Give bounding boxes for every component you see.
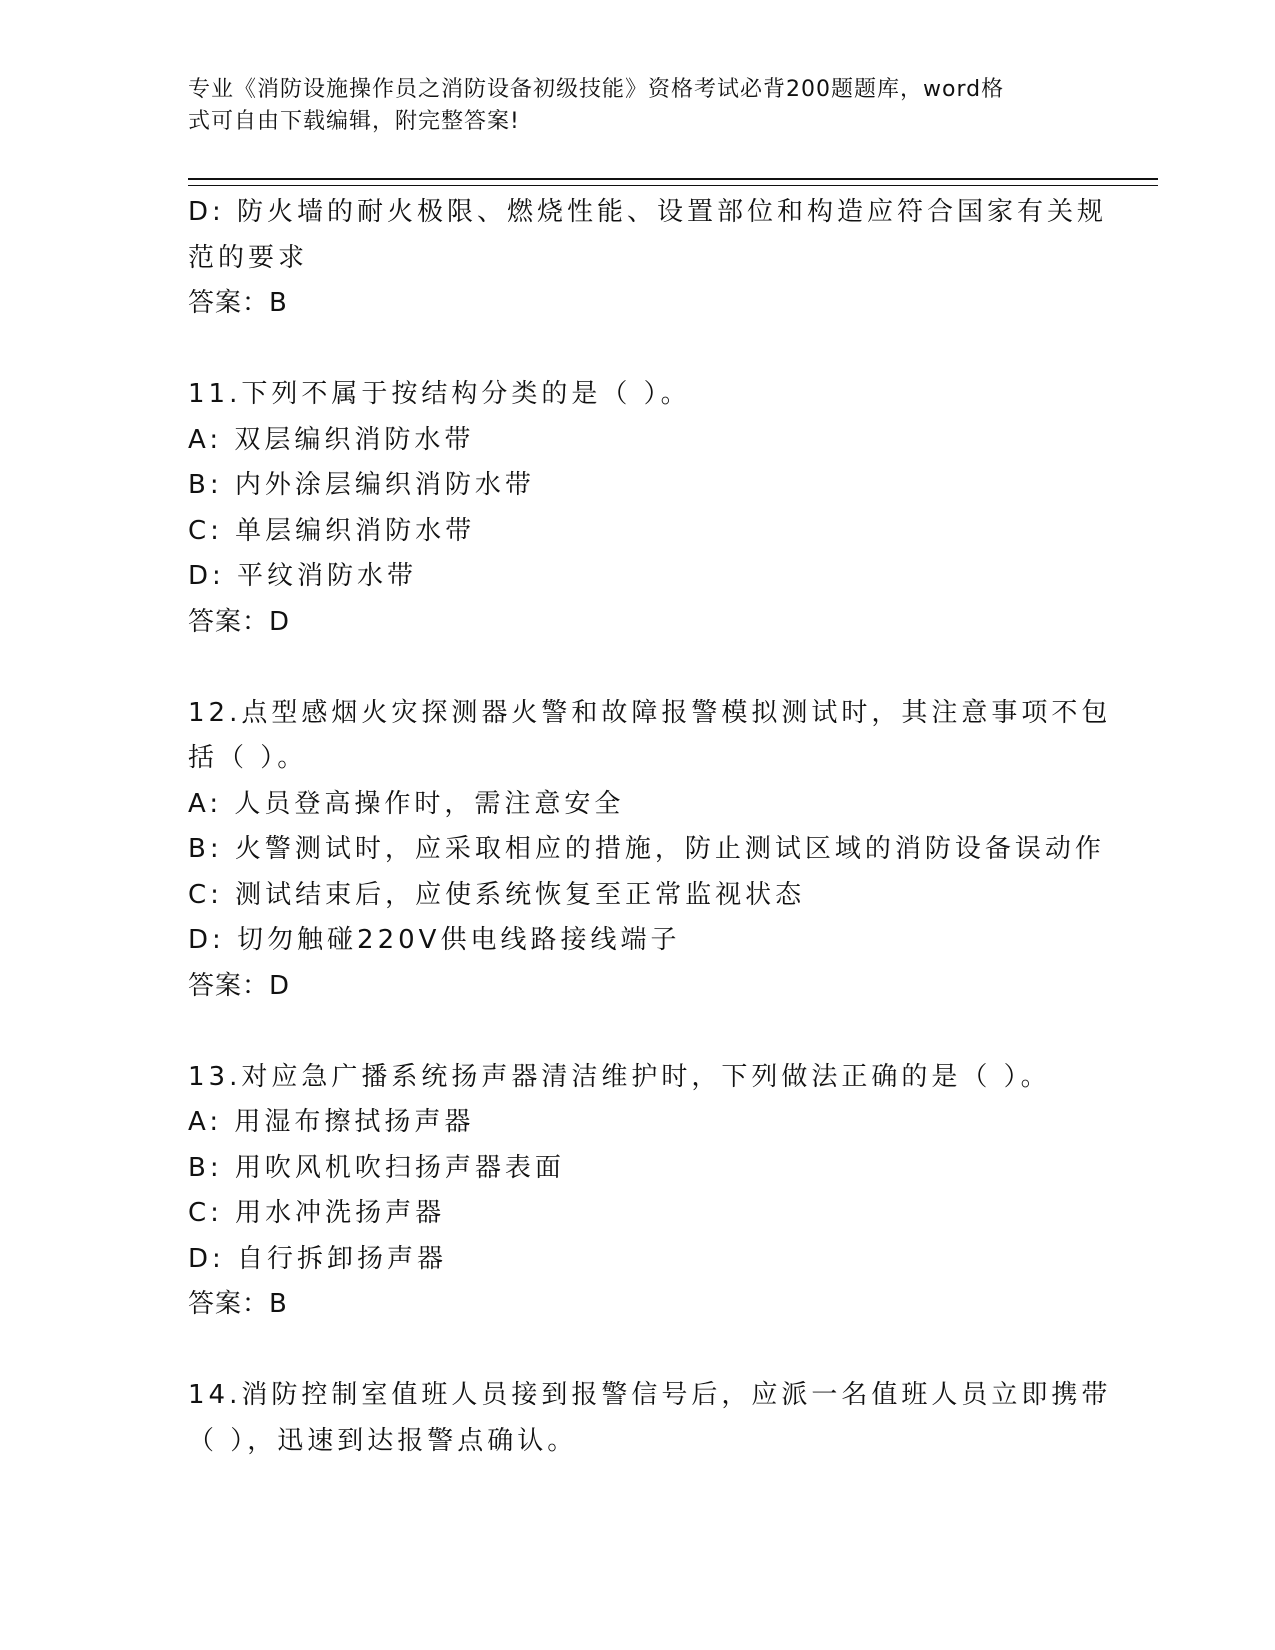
header-title-line-1: 专业《消防设施操作员之消防设备初级技能》资格考试必背200题题库，word格 [188, 77, 1005, 102]
document-header [188, 74, 1088, 138]
answer-line: 答案：B [188, 1289, 288, 1319]
header-title-line-2: 式可自由下载编辑，附完整答案! [188, 109, 520, 134]
option-b: B: 火警测试时，应采取相应的措施，防止测试区域的消防设备误动作 [188, 834, 1105, 864]
question-stem: 11.下列不属于按结构分类的是（ ）。 [188, 379, 691, 409]
option-b: B: 用吹风机吹扫扬声器表面 [188, 1152, 565, 1183]
spacer [188, 645, 1088, 691]
answer-line: 答案：D [188, 970, 291, 1001]
question-14 [188, 1373, 1112, 1464]
option-d-line-2: 范的要求 [188, 242, 309, 273]
option-a: A: 双层编织消防水带 [188, 424, 475, 455]
question-stem-line-2: 括（ ）。 [188, 743, 308, 773]
option-d: D: 切勿触碰220V供电线路接线端子 [188, 925, 681, 955]
question-13 [188, 1055, 1088, 1328]
question-stem-line-2: （ ），迅速到达报警点确认。 [188, 1425, 578, 1456]
option-a: A: 用湿布擦拭扬声器 [188, 1107, 475, 1137]
option-b: B: 内外涂层编织消防水带 [188, 470, 535, 500]
question-11 [188, 372, 1088, 645]
spacer [188, 1328, 1088, 1374]
answer-line: 答案：B [188, 288, 288, 318]
option-c: C: 单层编织消防水带 [188, 515, 476, 546]
spacer [188, 1009, 1088, 1055]
question-stem: 13.对应急广播系统扬声器清洁维护时，下列做法正确的是（ ）。 [188, 1061, 1051, 1092]
header-rule-thick [188, 178, 1158, 180]
header-rule-thin [188, 185, 1158, 186]
option-c: C: 用水冲洗扬声器 [188, 1198, 446, 1228]
question-stem-line-1: 12.点型感烟火灾探测器火警和故障报警模拟测试时，其注意事项不包 [188, 697, 1112, 728]
option-a: A: 人员登高操作时，需注意安全 [188, 788, 625, 819]
question-12 [188, 691, 1112, 1010]
option-d: D: 自行拆卸扬声器 [188, 1243, 448, 1274]
option-d: D: 平纹消防水带 [188, 561, 418, 591]
answer-line: 答案：D [188, 606, 291, 637]
spacer [188, 327, 1088, 373]
question-stem-line-1: 14.消防控制室值班人员接到报警信号后，应派一名值班人员立即携带 [188, 1380, 1112, 1410]
question-10-continuation [188, 190, 1108, 327]
document-body [188, 190, 1112, 1464]
option-c: C: 测试结束后，应使系统恢复至正常监视状态 [188, 879, 806, 910]
option-d-line-1: D: 防火墙的耐火极限、燃烧性能、设置部位和构造应符合国家有关规 [188, 197, 1108, 227]
